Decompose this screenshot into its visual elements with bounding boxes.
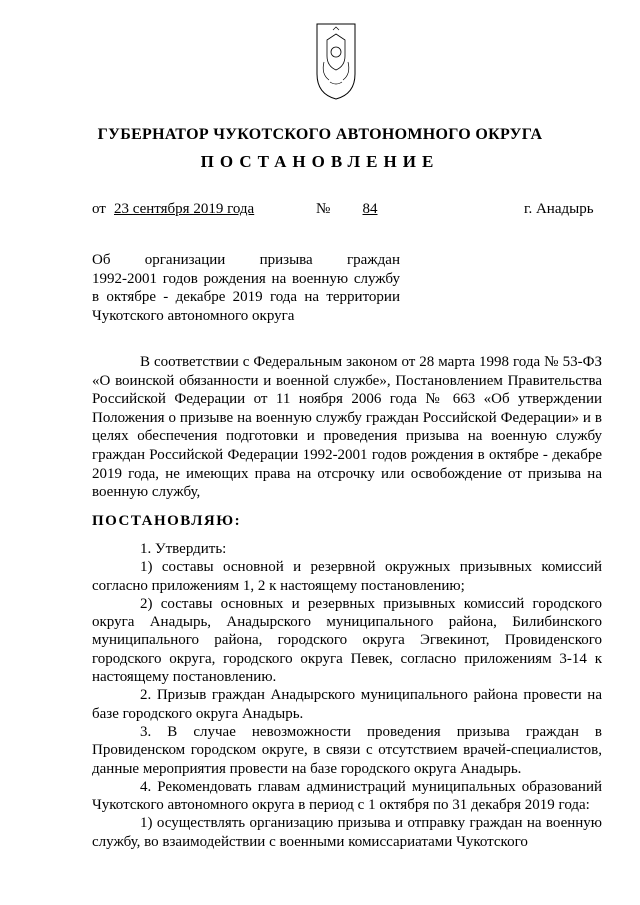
document-subject	[92, 251, 400, 325]
document-place: г. Анадырь	[524, 201, 594, 217]
decree-item: 2) составы основных и резервных призывных комиссий городского округа Анадырь, Анадырского муниципального района, Билибинского муниципального района, городского округа Эгвекинот, Провиденского городского округа, городского округа Певек, согласно приложениям 3-14 к настоящему постановлению.	[92, 595, 602, 686]
preamble-text: В соответствии с Федеральным законом от 28 марта 1998 года № 53-ФЗ «О воинской обязанности и военной службе», Постановлением Правительства Российской Федерации от 11 ноября 2006 года № 663 «Об утверждении Положения о призыве на военную службу граждан Российской Федерации» и в целях обеспечения подготовки и проведения призыва на военную службу граждан Российской Федерации 1992-2001 годов рождения в октябре - декабре 2019 года, не имеющих права на отсрочку или освобождение от призыва на военную службу,	[92, 354, 602, 501]
decree-item: 1) осуществлять организацию призыва и отправку граждан на военную службу, во взаимодействии с военными комиссариатами Чукотского	[92, 815, 602, 850]
coat-of-arms-emblem	[311, 22, 361, 100]
decree-body	[92, 540, 602, 851]
decree-item: 3. В случае невозможности проведения призыва граждан в Провиденском городском округе, в связи с отсутствием врачей-специалистов, данные мероприятия провести на базе городского округа Анадырь.	[92, 723, 602, 777]
subject-line-rest: 1992-2001 годов рождения на военную службу в октябре - декабре 2019 года на территории Чукотского автономного округа	[92, 270, 400, 324]
decree-item: 1) составы основной и резервной окружных призывных комиссий согласно приложениям 1, 2 к настоящему постановлению;	[92, 559, 602, 594]
subject-line-1: Об организации призыва граждан	[92, 252, 400, 268]
document-number: 84	[362, 201, 378, 217]
governor-title: ГУБЕРНАТОР ЧУКОТСКОГО АВТОНОМНОГО ОКРУГА	[97, 126, 543, 143]
decree-item: 2. Призыв граждан Анадырского муниципального района провести на базе городского округа Анадырь.	[92, 687, 602, 722]
date-label: от	[92, 201, 106, 217]
document-date: 23 сентября 2019 года	[114, 201, 255, 217]
decree-item: 1. Утвердить:	[140, 541, 227, 557]
decree-heading: ПОСТАНОВЛЯЮ:	[92, 513, 242, 529]
decree-item: 4. Рекомендовать главам администраций муниципальных образований Чукотского автономного округа в период с 1 октября по 31 декабря 2019 года:	[92, 778, 602, 814]
document-type-title: ПОСТАНОВЛЕНИЕ	[200, 152, 440, 171]
number-label: №	[316, 201, 331, 217]
preamble	[92, 353, 602, 502]
